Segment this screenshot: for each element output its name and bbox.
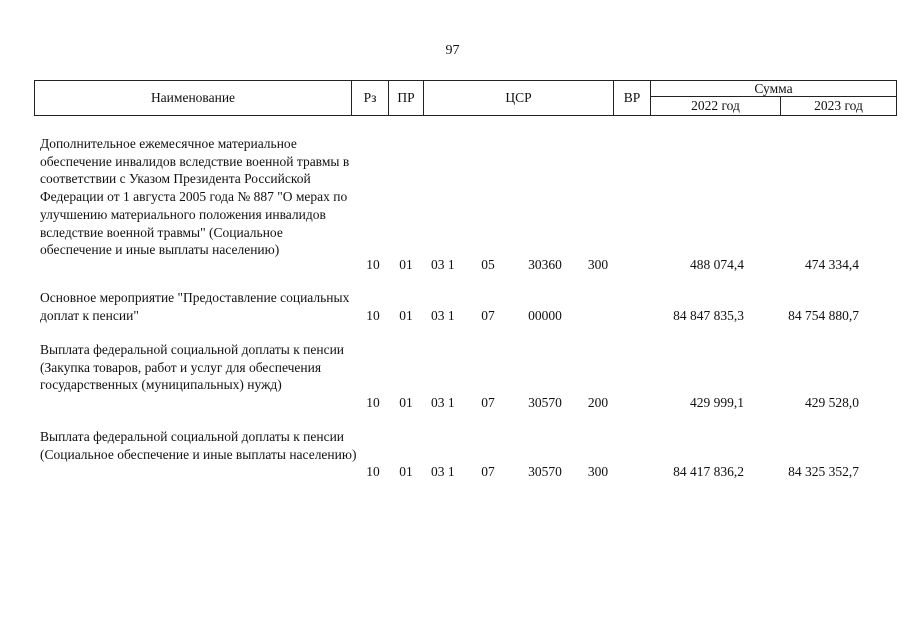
row-name: Выплата федеральной социальной доплаты к пенсии (Закупка товаров, работ и услуг для обеспечения государственных (муниципальных) нужд): [40, 342, 345, 393]
row-pr: 01: [399, 464, 413, 479]
row-name: Дополнительное ежемесячное материальное обеспечение инвалидов вследствие военной травмы в соответствии с Указом Президента Российской Федерации от 1 августа 2005 года № 887 "О мерах по улучшению материального положения инвалидов вследствие военной травмы" (Социальное обеспечение и иные выплаты населению): [40, 136, 350, 258]
row-rz: 10: [366, 308, 380, 323]
table-header: [34, 80, 897, 116]
header-vr: ВР: [614, 81, 651, 116]
row-name: Основное мероприятие "Предоставление социальных доплат к пенсии": [40, 290, 350, 323]
header-csr: ЦСР: [424, 81, 614, 116]
row-pr: 01: [399, 308, 413, 323]
row-csr-code: 00000: [528, 308, 562, 323]
row-csr-code: 30570: [528, 395, 562, 410]
row-sum-2023: 84 325 352,7: [788, 464, 859, 479]
row-vr: 200: [587, 395, 609, 410]
row-sum-2022: 84 847 835,3: [673, 308, 744, 323]
row-csr-code: 30360: [528, 257, 562, 272]
row-csr-program: 03 1: [431, 308, 455, 323]
row-vr: 300: [587, 257, 609, 272]
row-rz: 10: [366, 464, 380, 479]
row-pr: 01: [399, 257, 413, 272]
page-number: 97: [445, 43, 460, 58]
row-csr-event: 07: [481, 395, 495, 410]
row-csr-event: 05: [481, 257, 495, 272]
row-csr-program: 03 1: [431, 464, 455, 479]
header-sum: Сумма: [651, 81, 897, 97]
header-name: Наименование: [35, 81, 352, 116]
row-sum-2023: 474 334,4: [805, 257, 859, 272]
row-sum-2022: 488 074,4: [690, 257, 744, 272]
row-sum-2022: 429 999,1: [690, 395, 744, 410]
row-sum-2022: 84 417 836,2: [673, 464, 744, 479]
row-csr-event: 07: [481, 464, 495, 479]
header-pr: ПР: [389, 81, 424, 116]
row-rz: 10: [366, 257, 380, 272]
row-csr-program: 03 1: [431, 257, 455, 272]
header-year-2022: 2022 год: [651, 97, 781, 116]
row-csr-program: 03 1: [431, 395, 455, 410]
header-rz: Рз: [352, 81, 389, 116]
row-csr-code: 30570: [528, 464, 562, 479]
row-name: Выплата федеральной социальной доплаты к пенсии (Социальное обеспечение и иные выплаты населению): [40, 429, 357, 462]
header-year-2023: 2023 год: [781, 97, 897, 116]
row-vr: 300: [587, 464, 609, 479]
row-rz: 10: [366, 395, 380, 410]
row-sum-2023: 429 528,0: [805, 395, 859, 410]
row-csr-event: 07: [481, 308, 495, 323]
row-pr: 01: [399, 395, 413, 410]
row-sum-2023: 84 754 880,7: [788, 308, 859, 323]
